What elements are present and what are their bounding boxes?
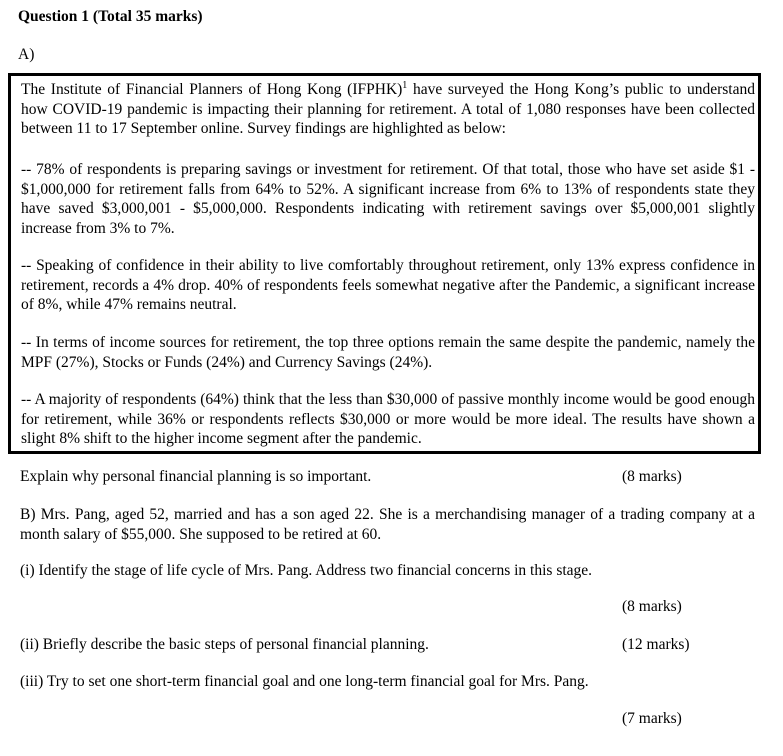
part-b-q3-row — [20, 673, 760, 693]
part-b-question-3: (iii) Try to set one short-term financial goal and one long-term financial goal for Mrs. Pang. — [20, 673, 589, 690]
finding-income-sources: -- In terms of income sources for retirement, the top three options remain the same despite the pandemic, namely the MPF (27%), Stocks or Funds (24%) and Currency Savings (24%). — [21, 334, 755, 371]
footnote-marker: 1 — [402, 80, 408, 91]
survey-intro-paragraph — [21, 80, 755, 139]
part-b-question-2: (ii) Briefly describe the basic steps of personal financial planning. — [20, 636, 429, 653]
part-a-question-row — [20, 468, 760, 488]
survey-intro-text: The Institute of Financial Planners of Hong Kong (IFPHK) — [21, 81, 403, 98]
part-b-question-3-marks: (7 marks) — [622, 710, 682, 727]
finding-savings: -- 78% of respondents is preparing savings or investment for retirement. Of that total, those who have set aside $1 - $1,000,000 for retirement falls from 64% to 52%. A significant increase from 6% to 13% of respondents state they have saved $3,000,001 - $5,000,000. Respondents indicating with retirement savings over $5,000,001 slightly increase from 3% to 7%. — [21, 161, 755, 237]
part-b-question-2-marks: (12 marks) — [622, 636, 690, 653]
part-b-q3-marks-row — [20, 710, 760, 730]
finding-passive-income: -- A majority of respondents (64%) think that the less than $30,000 of passive monthly income would be good enough for retirement, while 36% or respondents reflects $30,000 or more would be more ideal. The results have shown a slight 8% shift to the higher income segment after the pandemic. — [21, 391, 755, 447]
finding-confidence: -- Speaking of confidence in their ability to live comfortably throughout retirement, only 13% express confidence in retirement, records a 4% drop. 40% of respondents feels somewhat negative after the Pandemic, a significant increase of 8%, while 47% remains neutral. — [21, 257, 755, 313]
question-title: Question 1 (Total 35 marks) — [18, 8, 203, 25]
part-b-intro: B) Mrs. Pang, aged 52, married and has a son aged 22. She is a merchandising manager of a trading company at a month salary of $55,000. She supposed to be retired at 60. — [20, 506, 755, 543]
part-a-label: A) — [18, 46, 35, 63]
part-a-question: Explain why personal financial planning is so important. — [20, 468, 372, 485]
part-b-question-1: (i) Identify the stage of life cycle of Mrs. Pang. Address two financial concerns in this stage. — [20, 562, 593, 579]
part-b-q1-marks-row — [20, 598, 760, 618]
part-b-q2-row — [20, 636, 760, 656]
survey-intro-text-cont: have surveyed the Hong Kong’s public to understand how COVID-19 pandemic is impacting their planning for retirement. A total of 1,080 responses have been collected between 11 to 17 September online. Survey findings are highlighted as below: — [21, 81, 755, 137]
part-b-q1-row — [20, 562, 760, 582]
part-a-marks: (8 marks) — [622, 468, 682, 485]
part-b-question-1-marks: (8 marks) — [622, 598, 682, 615]
